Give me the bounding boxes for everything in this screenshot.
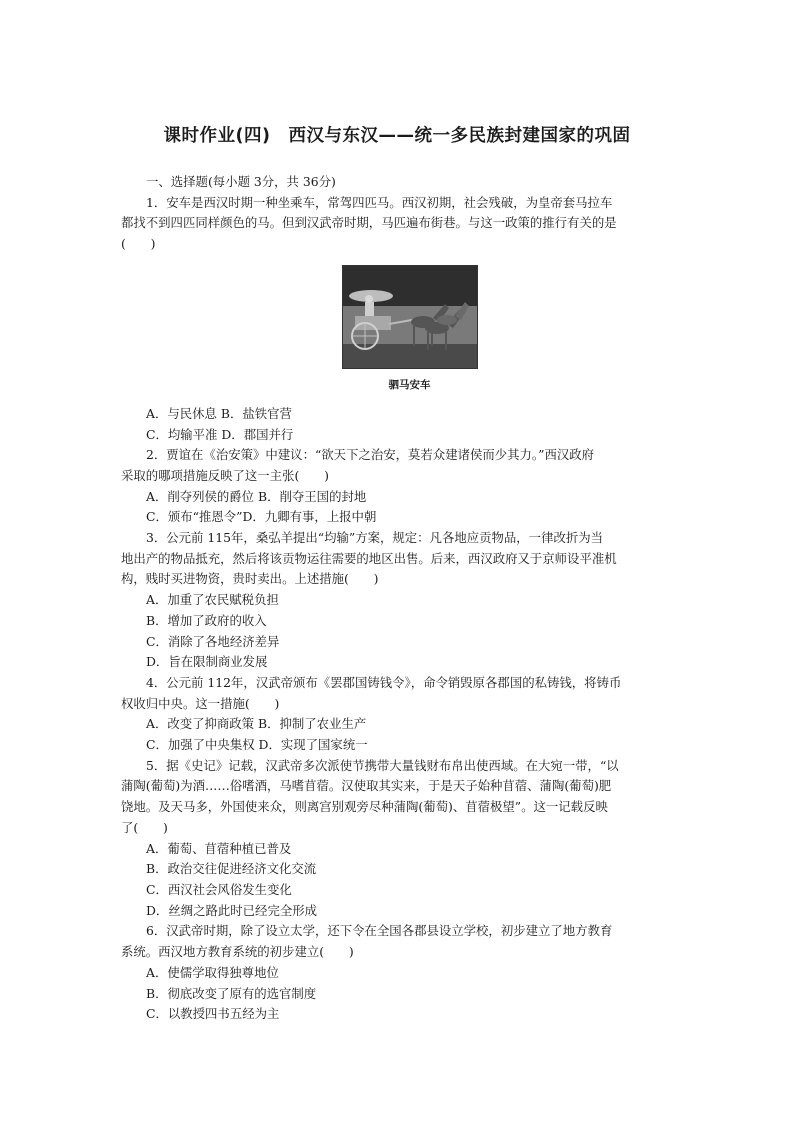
section-heading: 一、选择题(每小题 3分，共 36分) [146, 174, 336, 189]
carriage-photo [342, 265, 478, 369]
q6-option-a: A．使儒学取得独尊地位 [146, 964, 279, 980]
q5-line-4: 了( ) [121, 819, 168, 835]
page-title [0, 122, 794, 147]
q2-line-2: 采取的哪项措施反映了这一主张( ) [121, 467, 329, 483]
title-topic: 西汉与东汉——统一多民族封建国家的巩固 [288, 126, 631, 146]
title-series: 课时作业(四) [163, 126, 271, 146]
q3-option-a: A．加重了农民赋税负担 [146, 592, 279, 608]
q6-option-c: C．以教授四书五经为主 [146, 1006, 280, 1022]
bronze-carriage-image [343, 266, 477, 368]
q1-figure [121, 265, 676, 404]
question-body [121, 172, 676, 1025]
q1-line-1: 1．安车是西汉时期一种坐乘车，常驾四匹马。西汉初期，社会残破，为皇帝套马拉车 [146, 194, 613, 210]
q4-options-cd: C．加强了中央集权 D．实现了国家统一 [146, 737, 368, 753]
q1-line-3: ( ) [121, 236, 156, 252]
q1-options-cd: C．均输平准 D．郡国并行 [146, 426, 294, 442]
q5-option-a: A．葡萄、苜蓿种植已普及 [146, 840, 292, 856]
q5-option-d: D．丝绸之路此时已经完全形成 [146, 902, 318, 918]
q3-line-1: 3．公元前 115年，桑弘羊提出“均输”方案，规定：凡各地应贡物品，一律改折为当 [146, 530, 604, 546]
q6-line-2: 系统。西汉地方教育系统的初步建立( ) [121, 944, 354, 960]
q3-line-3: 构，贱时买进物资，贵时卖出。上述措施( ) [121, 571, 379, 587]
q3-option-c: C．消除了各地经济差异 [146, 633, 280, 649]
q2-options-cd: C．颁布“推恩令”D．九卿有事，上报中朝 [146, 509, 377, 525]
q5-line-2: 蒲陶(葡萄)为酒……俗嗜酒，马嗜苜蓿。汉使取其实来，于是天子始种苜蓿、蒲陶(葡萄)肥 [121, 778, 612, 794]
q5-line-3: 饶地。及天马多，外国使来众，则离宫别观旁尽种蒲陶(葡萄)、苜蓿极望”。这一记载反映 [121, 799, 608, 815]
q5-option-c: C．西汉社会风俗发生变化 [146, 881, 292, 897]
q4-options-ab: A．改变了抑商政策 B．抑制了农业生产 [146, 716, 367, 732]
q3-option-d: D．旨在限制商业发展 [146, 654, 268, 670]
q3-line-2: 地出产的物品抵充，然后将该贡物运往需要的地区出售。后来，西汉政府又于京师设平准机 [121, 550, 617, 566]
q5-option-b: B．政治交往促进经济文化交流 [146, 861, 317, 877]
q6-option-b: B．彻底改变了原有的选官制度 [146, 985, 317, 1001]
q6-line-1: 6．汉武帝时期，除了设立太学，还下令在全国各郡县设立学校，初步建立了地方教育 [146, 923, 613, 939]
q3-option-b: B．增加了政府的收入 [146, 612, 267, 628]
q1-line-2: 都找不到四匹同样颜色的马。但到汉武帝时期，马匹遍布街巷。与这一政策的推行有关的是 [121, 215, 617, 231]
q5-line-1: 5．据《史记》记载，汉武帝多次派使节携带大量钱财布帛出使西域。在大宛一带，“以 [146, 757, 619, 773]
q4-line-2: 权收归中央。这一措施( ) [121, 695, 280, 711]
figure-caption: 驷马安车 [388, 378, 431, 391]
q2-options-ab: A．削夺列侯的爵位 B．削夺王国的封地 [146, 488, 367, 504]
q2-line-1: 2．贾谊在《治安策》中建议：“欲天下之治安，莫若众建诸侯而少其力。”西汉政府 [146, 447, 595, 463]
q4-line-1: 4．公元前 112年，汉武帝颁布《罢郡国铸钱令》，命令销毁原各郡国的私铸钱，将铸币 [146, 674, 622, 690]
q1-options-ab: A．与民休息 B．盐铁官营 [146, 405, 292, 421]
